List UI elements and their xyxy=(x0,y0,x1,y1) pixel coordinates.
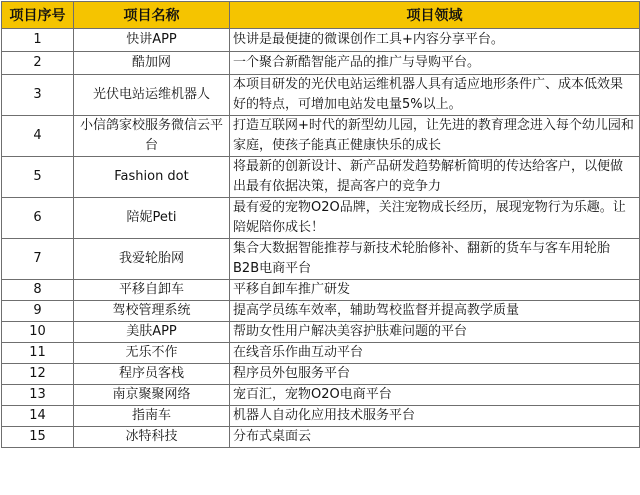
row-project-name: 小信鸽家校服务微信云平台 xyxy=(74,116,230,157)
row-project-domain: 本项目研发的光伏电站运维机器人具有适应地形条件广、成本低效果好的特点，可增加电站发电量5%以上。 xyxy=(230,75,640,116)
row-project-domain: 打造互联网+时代的新型幼儿园，让先进的教育理念进入每个幼儿园和家庭，使孩子能真正健康快乐的成长 xyxy=(230,116,640,157)
header-project-name: 项目名称 xyxy=(74,2,230,29)
row-number: 4 xyxy=(2,116,74,157)
table-row xyxy=(2,364,640,385)
row-project-domain: 提高学员练车效率，辅助驾校监督并提高教学质量 xyxy=(230,301,640,322)
row-project-domain: 机器人自动化应用技术服务平台 xyxy=(230,406,640,427)
row-project-name: 程序员客栈 xyxy=(74,364,230,385)
row-project-domain: 快讲是最便捷的微课创作工具+内容分享平台。 xyxy=(230,29,640,52)
row-project-domain: 分布式桌面云 xyxy=(230,427,640,448)
row-number: 5 xyxy=(2,157,74,198)
row-project-name: 快讲APP xyxy=(74,29,230,52)
project-table xyxy=(1,1,640,448)
row-project-domain: 最有爱的宠物O2O品牌，关注宠物成长经历，展现宠物行为乐趣。让陪妮陪你成长！ xyxy=(230,198,640,239)
row-project-domain: 帮助女性用户解决美容护肤难问题的平台 xyxy=(230,322,640,343)
row-project-name: Fashion dot xyxy=(74,157,230,198)
header-project-number: 项目序号 xyxy=(2,2,74,29)
table-row xyxy=(2,116,640,157)
row-project-name: 驾校管理系统 xyxy=(74,301,230,322)
row-number: 6 xyxy=(2,198,74,239)
table-row xyxy=(2,343,640,364)
row-project-name: 我爱轮胎网 xyxy=(74,239,230,280)
row-number: 8 xyxy=(2,280,74,301)
row-number: 14 xyxy=(2,406,74,427)
table-row xyxy=(2,29,640,52)
row-project-name: 南京聚聚网络 xyxy=(74,385,230,406)
row-project-domain: 在线音乐作曲互动平台 xyxy=(230,343,640,364)
row-project-domain: 一个聚合新酷智能产品的推广与导购平台。 xyxy=(230,52,640,75)
table-row xyxy=(2,406,640,427)
row-number: 10 xyxy=(2,322,74,343)
table-row xyxy=(2,52,640,75)
row-number: 12 xyxy=(2,364,74,385)
row-number: 2 xyxy=(2,52,74,75)
row-project-name: 美肤APP xyxy=(74,322,230,343)
header-project-domain: 项目领域 xyxy=(230,2,640,29)
table-row xyxy=(2,198,640,239)
table-row xyxy=(2,157,640,198)
row-number: 7 xyxy=(2,239,74,280)
row-project-domain: 宠百汇，宠物O2O电商平台 xyxy=(230,385,640,406)
table-row xyxy=(2,322,640,343)
row-number: 1 xyxy=(2,29,74,52)
table-row xyxy=(2,75,640,116)
row-project-domain: 集合大数据智能推荐与新技术轮胎修补、翻新的货车与客车用轮胎B2B电商平台 xyxy=(230,239,640,280)
row-project-name: 平移自卸车 xyxy=(74,280,230,301)
row-project-name: 指南车 xyxy=(74,406,230,427)
row-project-name: 陪妮Peti xyxy=(74,198,230,239)
row-project-name: 无乐不作 xyxy=(74,343,230,364)
row-number: 15 xyxy=(2,427,74,448)
row-number: 13 xyxy=(2,385,74,406)
table-header-row xyxy=(2,2,640,29)
row-number: 3 xyxy=(2,75,74,116)
row-project-name: 光伏电站运维机器人 xyxy=(74,75,230,116)
row-project-name: 冰特科技 xyxy=(74,427,230,448)
table-row xyxy=(2,385,640,406)
table-row xyxy=(2,280,640,301)
row-project-name: 酷加网 xyxy=(74,52,230,75)
row-project-domain: 程序员外包服务平台 xyxy=(230,364,640,385)
row-project-domain: 平移自卸车推广研发 xyxy=(230,280,640,301)
row-number: 11 xyxy=(2,343,74,364)
table-row xyxy=(2,427,640,448)
row-number: 9 xyxy=(2,301,74,322)
table-row xyxy=(2,239,640,280)
row-project-domain: 将最新的创新设计、新产品研发趋势解析简明的传达给客户，以便做出最有依据决策，提高客户的竞争力 xyxy=(230,157,640,198)
table-row xyxy=(2,301,640,322)
